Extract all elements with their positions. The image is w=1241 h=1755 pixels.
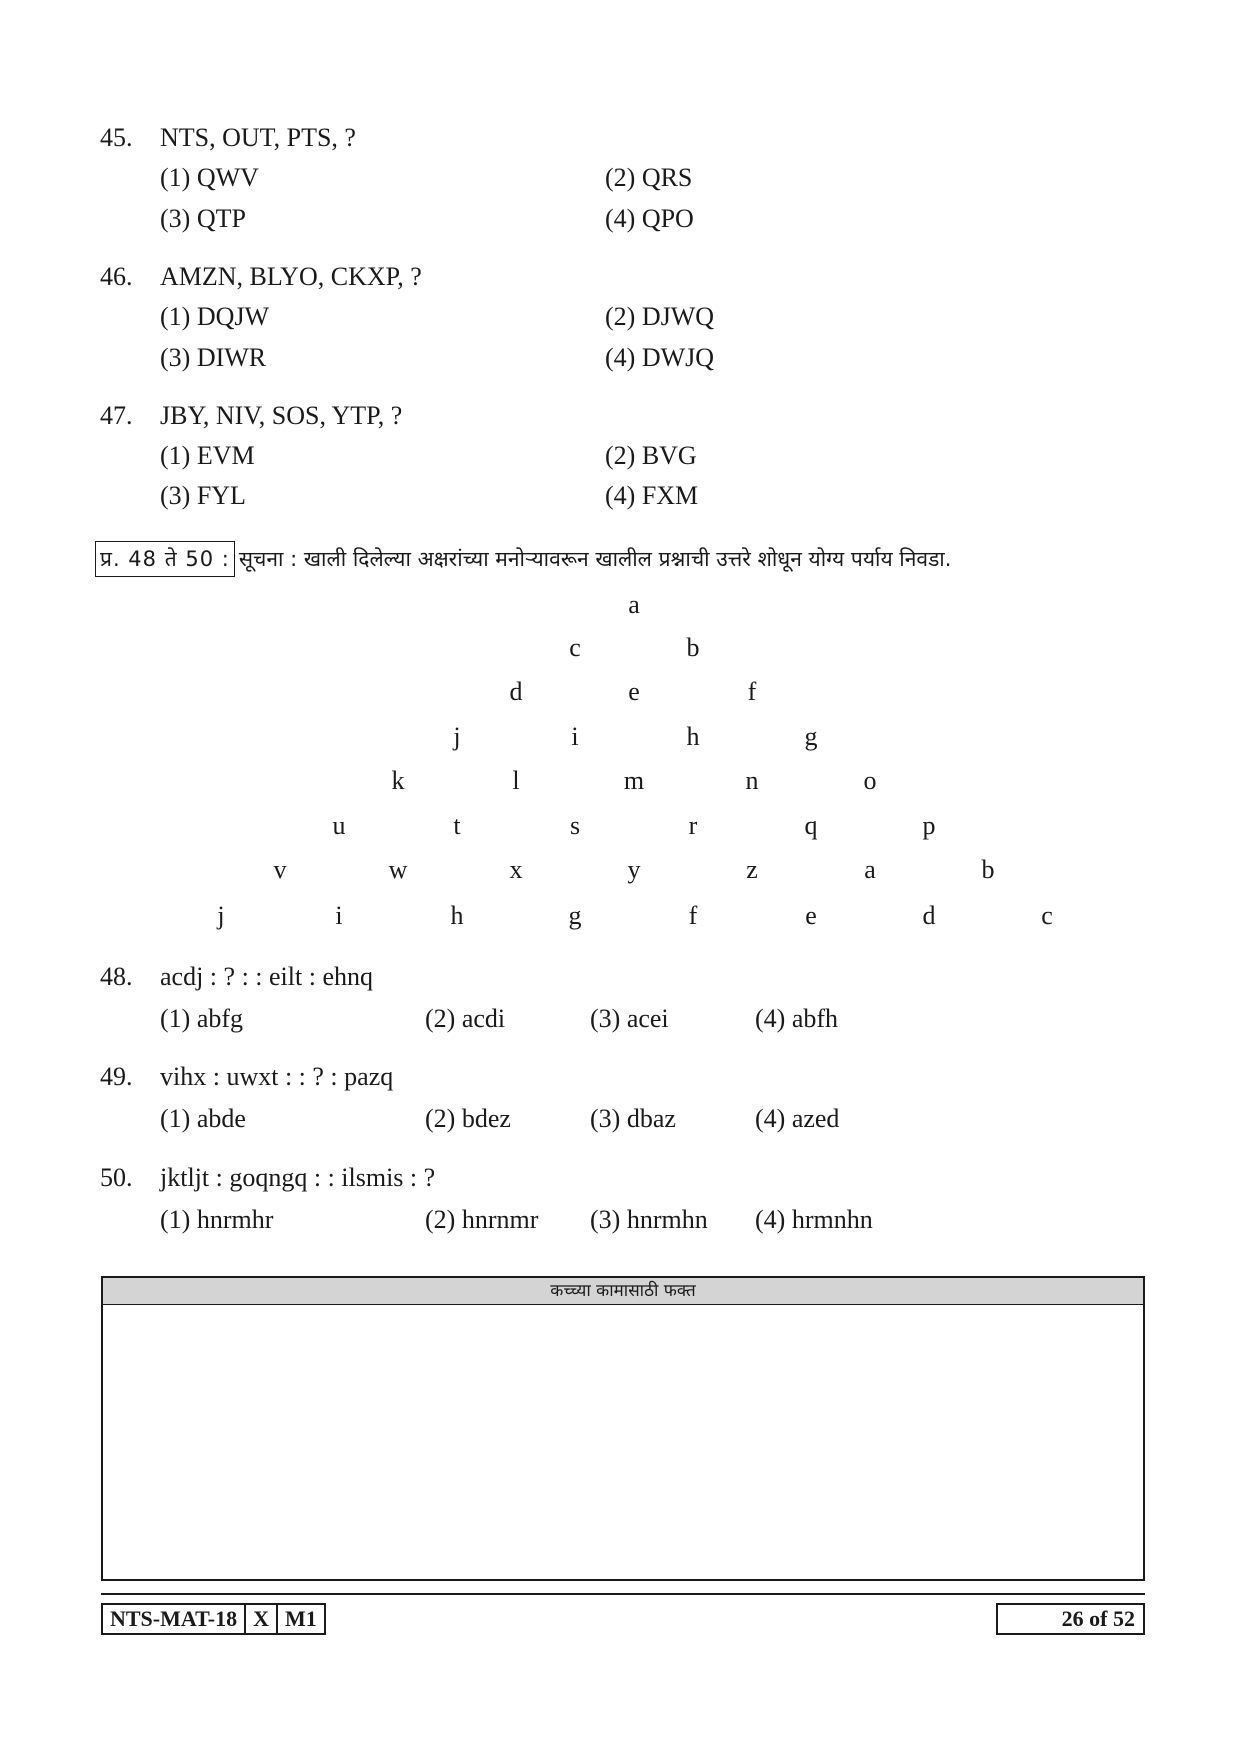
medium-code: M1 xyxy=(285,1606,317,1631)
pyramid-letter: e xyxy=(628,677,640,706)
question-number: 47. xyxy=(100,401,133,430)
option-3[interactable]: (3) acei xyxy=(590,1004,669,1033)
question-number: 49. xyxy=(100,1062,133,1091)
pyramid-letter: f xyxy=(688,901,698,930)
rough-work-heading: कच्च्या कामासाठी फक्त xyxy=(103,1278,1143,1305)
pyramid-letter: p xyxy=(922,811,936,840)
pyramid-letter: b xyxy=(686,633,700,662)
pyramid-letter: g xyxy=(804,722,818,751)
pyramid-letter: a xyxy=(864,855,876,884)
instruction-text: सूचना : खाली दिलेल्या अक्षरांच्या मनोऱ्यावरून खालील प्रश्नाची उत्तरे शोधून योग्य पर्याय निवडा. xyxy=(238,547,952,571)
question-number: 50. xyxy=(100,1163,133,1192)
pyramid-letter: z xyxy=(746,855,758,884)
pyramid-letter: k xyxy=(391,766,405,795)
option-1[interactable]: (1) EVM xyxy=(160,441,255,470)
pyramid-letter: h xyxy=(686,722,700,751)
question-text: vihx : uwxt : : ? : pazq xyxy=(160,1062,394,1091)
option-1[interactable]: (1) DQJW xyxy=(160,302,270,331)
pyramid-letter: h xyxy=(450,901,464,930)
class-code: X xyxy=(246,1605,278,1633)
option-3[interactable]: (3) dbaz xyxy=(590,1104,676,1133)
option-2[interactable]: (2) hnrnmr xyxy=(425,1205,539,1234)
pyramid-letter: t xyxy=(453,811,461,840)
question-46 xyxy=(100,257,1150,381)
pyramid-letter: x xyxy=(509,855,523,884)
instruction xyxy=(95,541,1175,577)
question-text: NTS, OUT, PTS, ? xyxy=(160,123,356,152)
question-text: JBY, NIV, SOS, YTP, ? xyxy=(160,401,403,430)
option-4[interactable]: (4) azed xyxy=(755,1104,840,1133)
pyramid-letter: w xyxy=(388,855,408,884)
option-2[interactable]: (2) bdez xyxy=(425,1104,511,1133)
pyramid-letter: v xyxy=(273,855,287,884)
page-number: 26 of 52 xyxy=(996,1603,1145,1635)
pyramid-letter: q xyxy=(804,811,818,840)
option-2[interactable]: (2) DJWQ xyxy=(605,302,715,331)
option-4[interactable]: (4) hrmnhn xyxy=(755,1205,873,1234)
pyramid-letter: a xyxy=(628,590,640,619)
instruction-tag: प्र. 48 ते 50 : xyxy=(95,541,235,577)
pyramid-letter: d xyxy=(922,901,936,930)
option-2[interactable]: (2) acdi xyxy=(425,1004,506,1033)
question-48 xyxy=(100,957,1150,1041)
pyramid-letter: j xyxy=(453,722,461,751)
question-text: AMZN, BLYO, CKXP, ? xyxy=(160,262,422,291)
pyramid-letter: i xyxy=(335,901,343,930)
question-text: acdj : ? : : eilt : ehnq xyxy=(160,962,373,991)
question-number: 45. xyxy=(100,123,133,152)
pyramid-letter: o xyxy=(863,766,877,795)
footer-rule xyxy=(101,1593,1145,1595)
pyramid-letter: r xyxy=(688,811,698,840)
pyramid-letter: e xyxy=(805,901,817,930)
option-4[interactable]: (4) DWJQ xyxy=(605,343,715,372)
question-50 xyxy=(100,1158,1150,1242)
pyramid-letter: b xyxy=(981,855,995,884)
question-number: 48. xyxy=(100,962,133,991)
pyramid-letter: y xyxy=(627,855,641,884)
option-2[interactable]: (2) BVG xyxy=(605,441,697,470)
question-45 xyxy=(100,118,1150,242)
question-number: 46. xyxy=(100,262,133,291)
pyramid-letter: s xyxy=(569,811,581,840)
pyramid-letter: u xyxy=(332,811,346,840)
option-3[interactable]: (3) FYL xyxy=(160,481,246,510)
pyramid-letter: c xyxy=(1041,901,1053,930)
pyramid-letter: n xyxy=(745,766,759,795)
option-1[interactable]: (1) QWV xyxy=(160,163,259,192)
pyramid-letter: l xyxy=(512,766,520,795)
option-4[interactable]: (4) QPO xyxy=(605,204,694,233)
question-text: jktljt : goqngq : : ilsmis : ? xyxy=(160,1163,436,1192)
option-2[interactable]: (2) QRS xyxy=(605,163,693,192)
option-1[interactable]: (1) abde xyxy=(160,1104,246,1133)
question-49 xyxy=(100,1057,1150,1141)
paper-code: NTS-MAT-18 xyxy=(103,1605,246,1633)
pyramid-letter: g xyxy=(568,901,582,930)
pyramid-letter: c xyxy=(569,633,581,662)
rough-work-box xyxy=(101,1276,1145,1581)
option-4[interactable]: (4) abfh xyxy=(755,1004,839,1033)
pyramid-letter: d xyxy=(509,677,523,706)
pyramid-letter: i xyxy=(571,722,579,751)
option-1[interactable]: (1) hnrmhr xyxy=(160,1205,274,1234)
pyramid-letter: j xyxy=(217,901,225,930)
footer-code xyxy=(101,1603,326,1635)
pyramid-letter: m xyxy=(623,766,645,795)
option-3[interactable]: (3) hnrmhn xyxy=(590,1205,708,1234)
question-47 xyxy=(100,396,1150,520)
pyramid-letter: f xyxy=(747,677,757,706)
option-4[interactable]: (4) FXM xyxy=(605,481,699,510)
option-3[interactable]: (3) QTP xyxy=(160,204,246,233)
option-3[interactable]: (3) DIWR xyxy=(160,343,267,372)
option-1[interactable]: (1) abfg xyxy=(160,1004,244,1033)
